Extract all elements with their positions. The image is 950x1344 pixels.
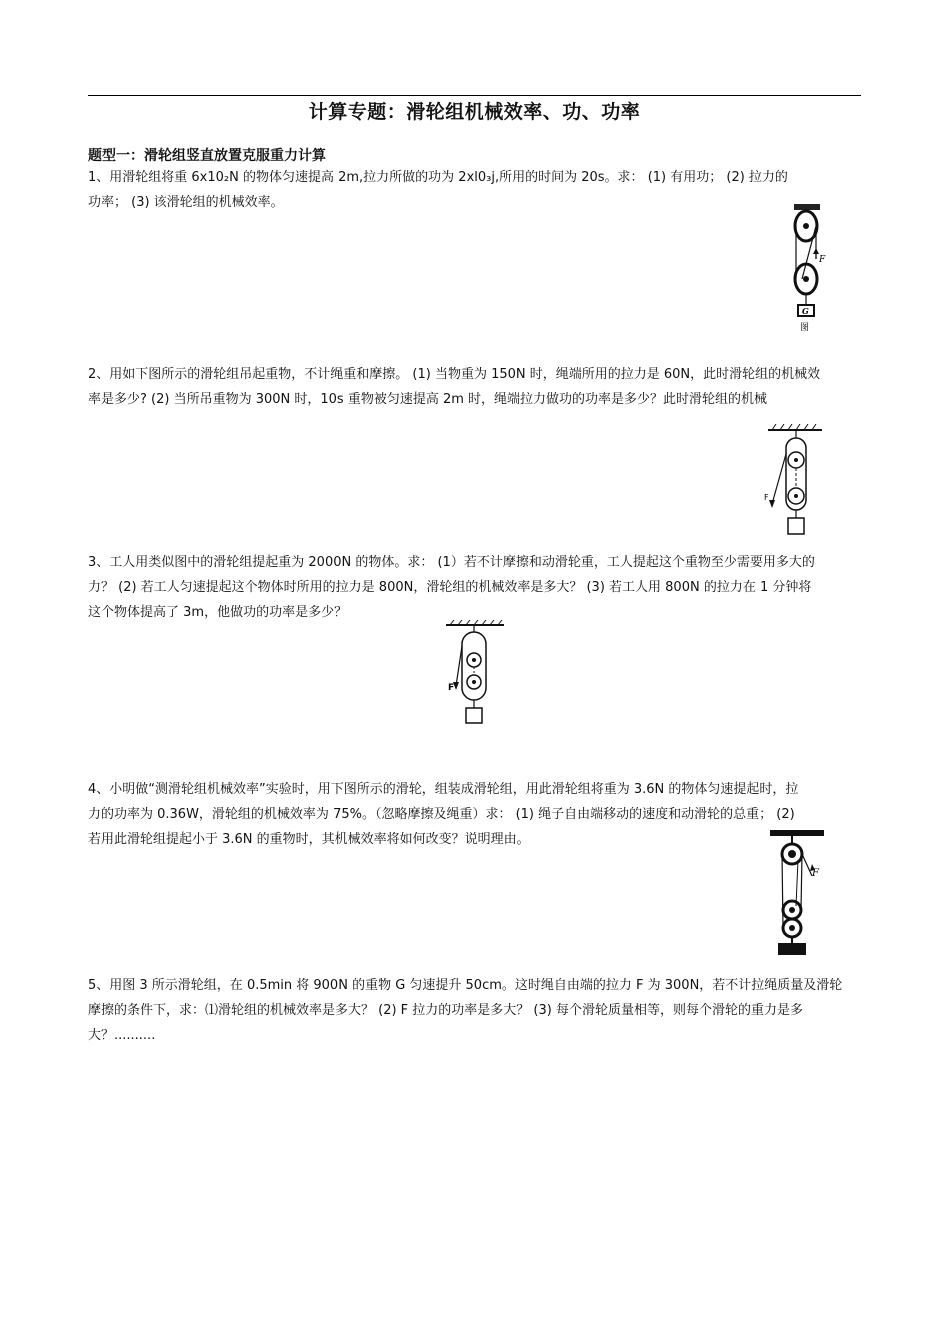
figure-caption: 图 (800, 323, 810, 332)
problem-1-text (88, 165, 863, 215)
problem-5-line-3: 大？.......... (88, 1028, 156, 1043)
top-rule (88, 95, 861, 96)
force-label: F (764, 493, 769, 502)
problem-3-line-3: 这个物体提高了 3m，他做功的功率是多少？ (88, 605, 348, 620)
force-arrow-icon (769, 500, 775, 508)
page-title: 计算专题：滑轮组机械效率、功、功率 (308, 101, 641, 123)
problem-4-line-1: 4、小明做“测滑轮组机械效率”实验时，用下图所示的滑轮，组装成滑轮组，用此滑轮组将重为 3.6N 的物体匀速提起时，拉 (88, 782, 799, 797)
problem-5-text (88, 973, 863, 1048)
problem-3-pulley-figure (444, 620, 506, 726)
force-label: F (819, 255, 826, 265)
problem-2-text (88, 362, 863, 412)
problem-5-line-1: 5、用图 3 所示滑轮组，在 0.5min 将 900N 的重物 G 匀速提升 50cm。这时绳自由端的拉力 F 为 300N，若不计拉绳质量及滑轮 (88, 978, 843, 993)
weight-label: G (802, 306, 809, 316)
problem-3-text (88, 550, 863, 625)
force-label: F (812, 868, 819, 879)
force-arrow-icon (813, 248, 819, 254)
problem-3-line-2: 力？ (2) 若工人匀速提起这个物体时所用的拉力是 800N，滑轮组的机械效率是多大？ (3) 若工人用 800N 的拉力在 1 分钟将 (88, 580, 812, 595)
problem-3-line-1: 3、工人用类似图中的滑轮组提起重为 2000N 的物体。求： (1）若不计摩擦和动滑轮重，工人提起这个重物至少需要用多大的 (88, 555, 815, 570)
weight-block (788, 518, 804, 534)
ceiling-beam (770, 830, 824, 836)
problem-4-pulley-figure (768, 830, 840, 958)
problem-5-line-2: 摩擦的条件下，求：⑴滑轮组的机械效率是多大？ (2) F 拉力的功率是多大？ (3) 每个滑轮质量相等，则每个滑轮的重力是多 (88, 1003, 803, 1018)
ceiling-mount (794, 204, 820, 210)
problem-2-pulley-figure (764, 424, 826, 536)
problem-4-line-2: 力的功率为 0.36W，滑轮组的机械效率为 75%。（忽略摩擦及绳重）求： (1) 绳子自由端移动的速度和动滑轮的总重； (2) (88, 807, 795, 822)
problem-1-line-2: 功率； (3) 该滑轮组的机械效率。 (88, 195, 284, 210)
problem-1-line-1: 1、用滑轮组将重 6x10₂N 的物体匀速提高 2m,拉力所做的功为 2xl0₃j,所用的时间为 20s。求： (1) 有用功； (2) 拉力的 (88, 170, 788, 185)
weight-block (466, 708, 482, 723)
problem-4-line-3: 若用此滑轮组提起小于 3.6N 的重物时，其机械效率将如何改变？说明理由。 (88, 832, 530, 847)
pulley-frame (462, 632, 486, 700)
problem-2-line-2: 率是多少? (2) 当所吊重物为 300N 时，10s 重物被匀速提高 2m 时，绳端拉力做功的功率是多少？此时滑轮组的机械 (88, 392, 768, 407)
section-heading: 题型一：滑轮组竖直放置克服重力计算 (88, 148, 326, 164)
problem-2-line-1: 2、用如下图所示的滑轮组吊起重物，不计绳重和摩擦。 (1) 当物重为 150N 时，绳端所用的拉力是 60N，此时滑轮组的机械效 (88, 367, 821, 382)
force-label: F (448, 683, 455, 693)
weight-block (778, 943, 806, 955)
problem-4-text (88, 777, 863, 852)
problem-1-pulley-figure (778, 204, 838, 332)
